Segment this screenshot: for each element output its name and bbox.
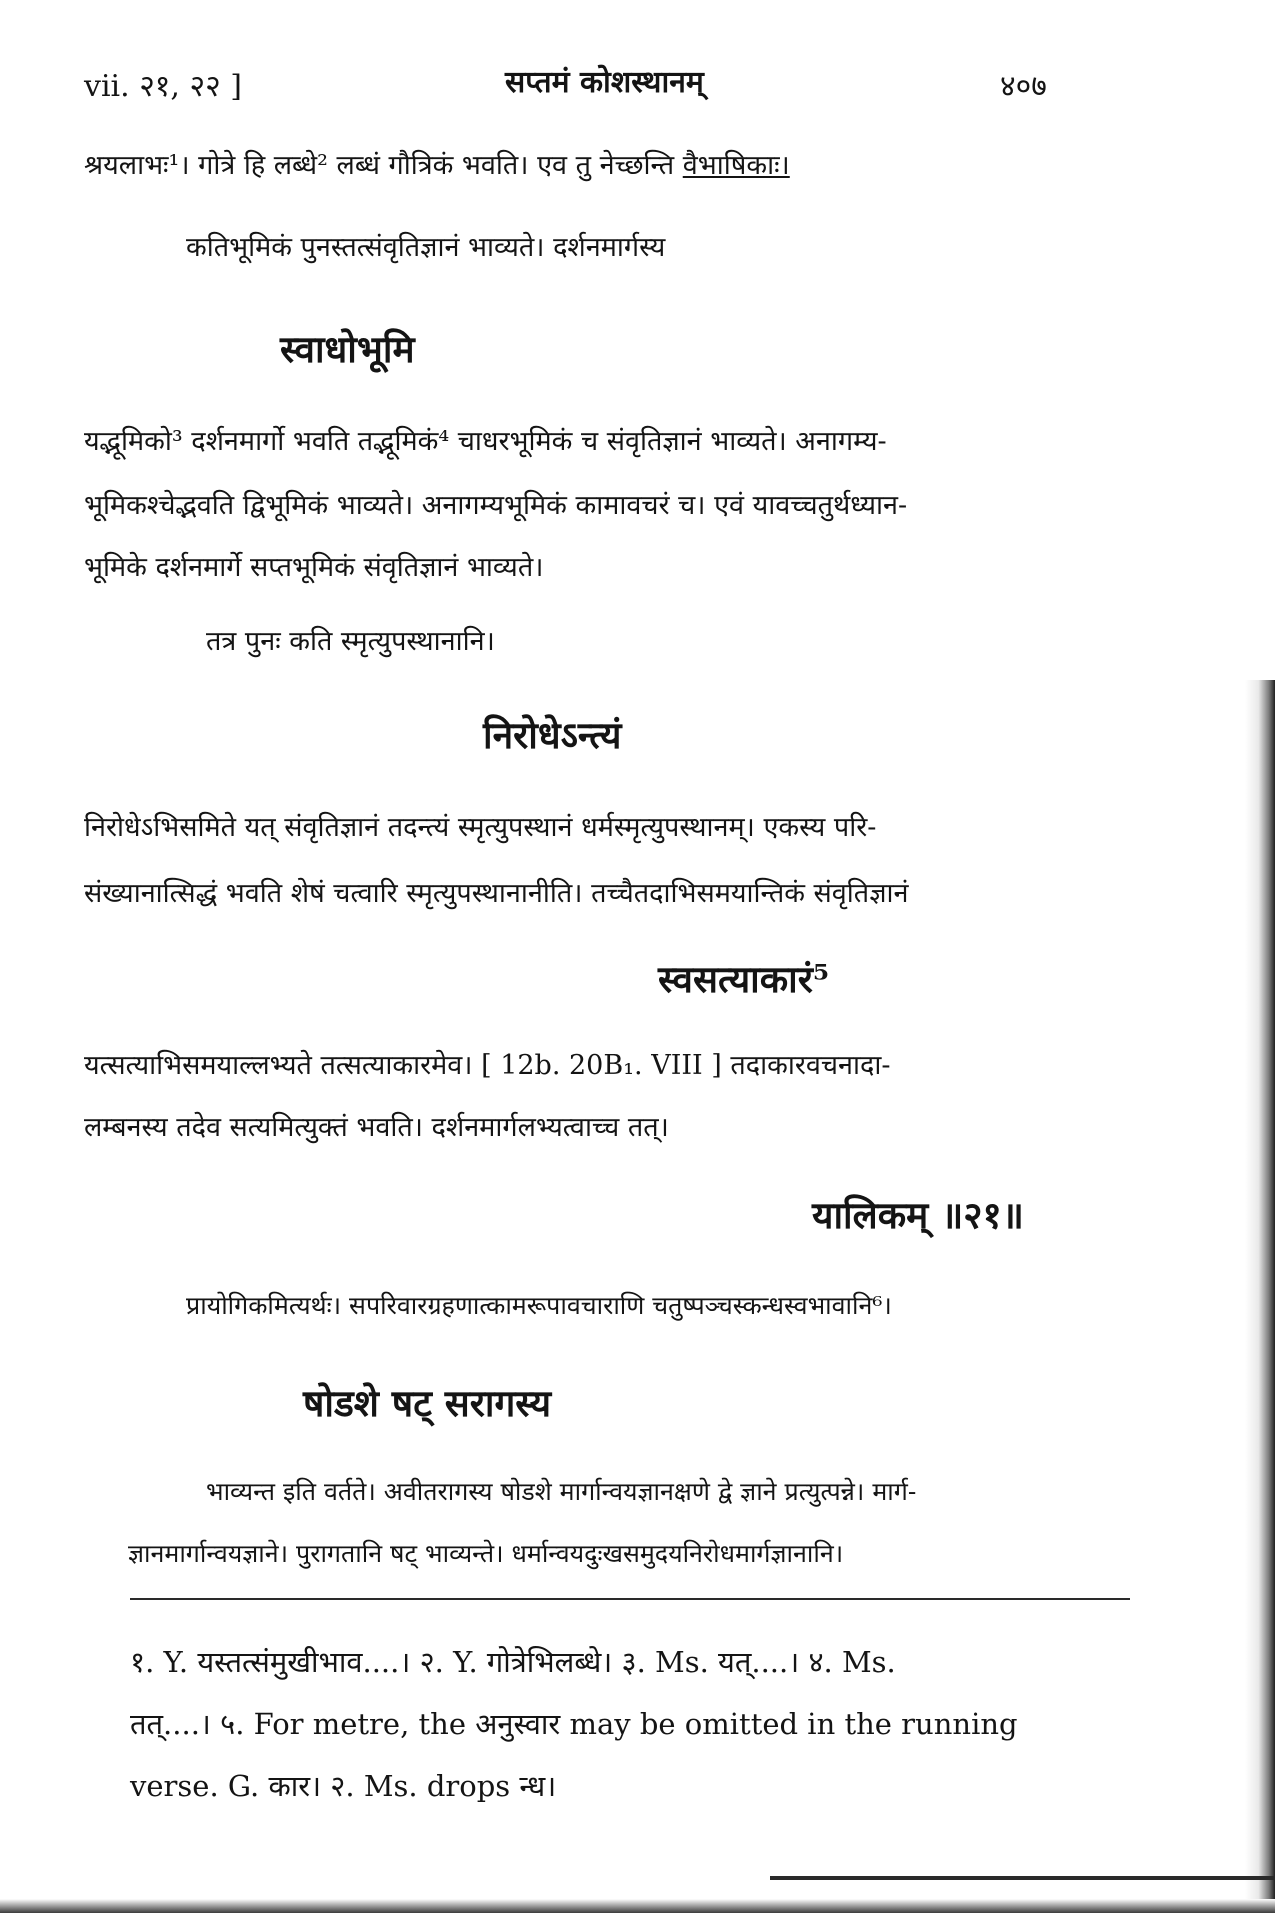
body-line: कतिभूमिकं पुनस्तत्संवृतिज्ञानं भाव्यते। दर्शनमार्गस्य	[186, 232, 666, 263]
running-head-title: सप्तमं कोशस्थानम्	[505, 65, 704, 100]
scan-bottom-line	[770, 1876, 1275, 1880]
line-text: श्रयलाभः¹। गोत्रे हि लब्धे² लब्धं गौत्रिकं भवति। एव तु नेच्छन्ति	[84, 150, 675, 181]
footnote-line: तत्....। ५. For metre, the अनुस्वार may be omitted in the running	[130, 1707, 1018, 1741]
body-line: निरोधेऽभिसमिते यत् संवृतिज्ञानं तदन्त्यं स्मृत्युपस्थानं धर्मस्मृत्युपस्थानम्। एकस्य परि-	[84, 812, 877, 843]
verse-heading: यालिकम् ॥२१॥	[812, 1193, 1024, 1237]
body-line: संख्यानात्सिद्धं भवति शेषं चत्वारि स्मृत्युपस्थानानीति। तच्चैतदाभिसमयान्तिकं संवृतिज्ञानं	[84, 878, 909, 909]
body-line: यत्सत्याभिसमयाल्लभ्यते तत्सत्याकारमेव। [ 12b. 20B₁. VIII ] तदाकारवचनादा-	[84, 1050, 891, 1081]
scan-shadow-edge	[1245, 680, 1275, 1913]
footnote-line: verse. G. कार। २. Ms. drops न्ध।	[130, 1769, 557, 1803]
running-head-left: vii. २१, २२ ]	[84, 69, 242, 104]
verse-heading: स्वाधोभूमि	[280, 327, 415, 371]
underlined-term: वैभाषिकाः।	[682, 150, 790, 181]
body-line	[84, 150, 790, 181]
body-line: तत्र पुनः कति स्मृत्युपस्थानानि।	[206, 626, 495, 657]
body-line: यद्भूमिको³ दर्शनमार्गो भवति तद्भूमिकं⁴ चाधरभूमिकं च संवृतिज्ञानं भाव्यते। अनागम्य-	[84, 426, 887, 457]
verse-heading: षोडशे षट् सरागस्य	[303, 1381, 552, 1425]
body-line: भूमिके दर्शनमार्गे सप्तभूमिकं संवृतिज्ञानं भाव्यते।	[84, 552, 544, 583]
body-line: भूमिकश्चेद्भवति द्विभूमिकं भाव्यते। अनागम्यभूमिकं कामावचरं च। एवं यावच्चतुर्थध्यान-	[84, 490, 908, 521]
verse-heading: स्वसत्याकारं⁵	[658, 957, 830, 1001]
body-line: प्रायोगिकमित्यर्थः। सपरिवारग्रहणात्कामरूपावचाराणि चतुष्पञ्चस्कन्धस्वभावानि⁶।	[186, 1291, 892, 1320]
footnote-rule	[130, 1598, 1130, 1600]
body-line: ज्ञानमार्गान्वयज्ञाने। पुरागतानि षट् भाव्यन्ते। धर्मान्वयदुःखसमुदयनिरोधमार्गज्ञानानि।	[128, 1539, 844, 1568]
verse-heading: निरोधेऽन्त्यं	[483, 713, 622, 757]
scan-bottom-edge	[0, 1899, 1275, 1913]
body-line: लम्बनस्य तदेव सत्यमित्युक्तं भवति। दर्शनमार्गलभ्यत्वाच्च तत्।	[84, 1112, 669, 1143]
page-number: ४०७	[1000, 69, 1047, 104]
body-line: भाव्यन्त इति वर्तते। अवीतरागस्य षोडशे मार्गान्वयज्ञानक्षणे द्वे ज्ञाने प्रत्युत्पन्ने। मार्ग-	[206, 1477, 917, 1506]
footnote-line: १. Y. यस्तत्संमुखीभाव....। २. Y. गोत्रेभिलब्धे। ३. Ms. यत्....। ४. Ms.	[130, 1645, 896, 1679]
